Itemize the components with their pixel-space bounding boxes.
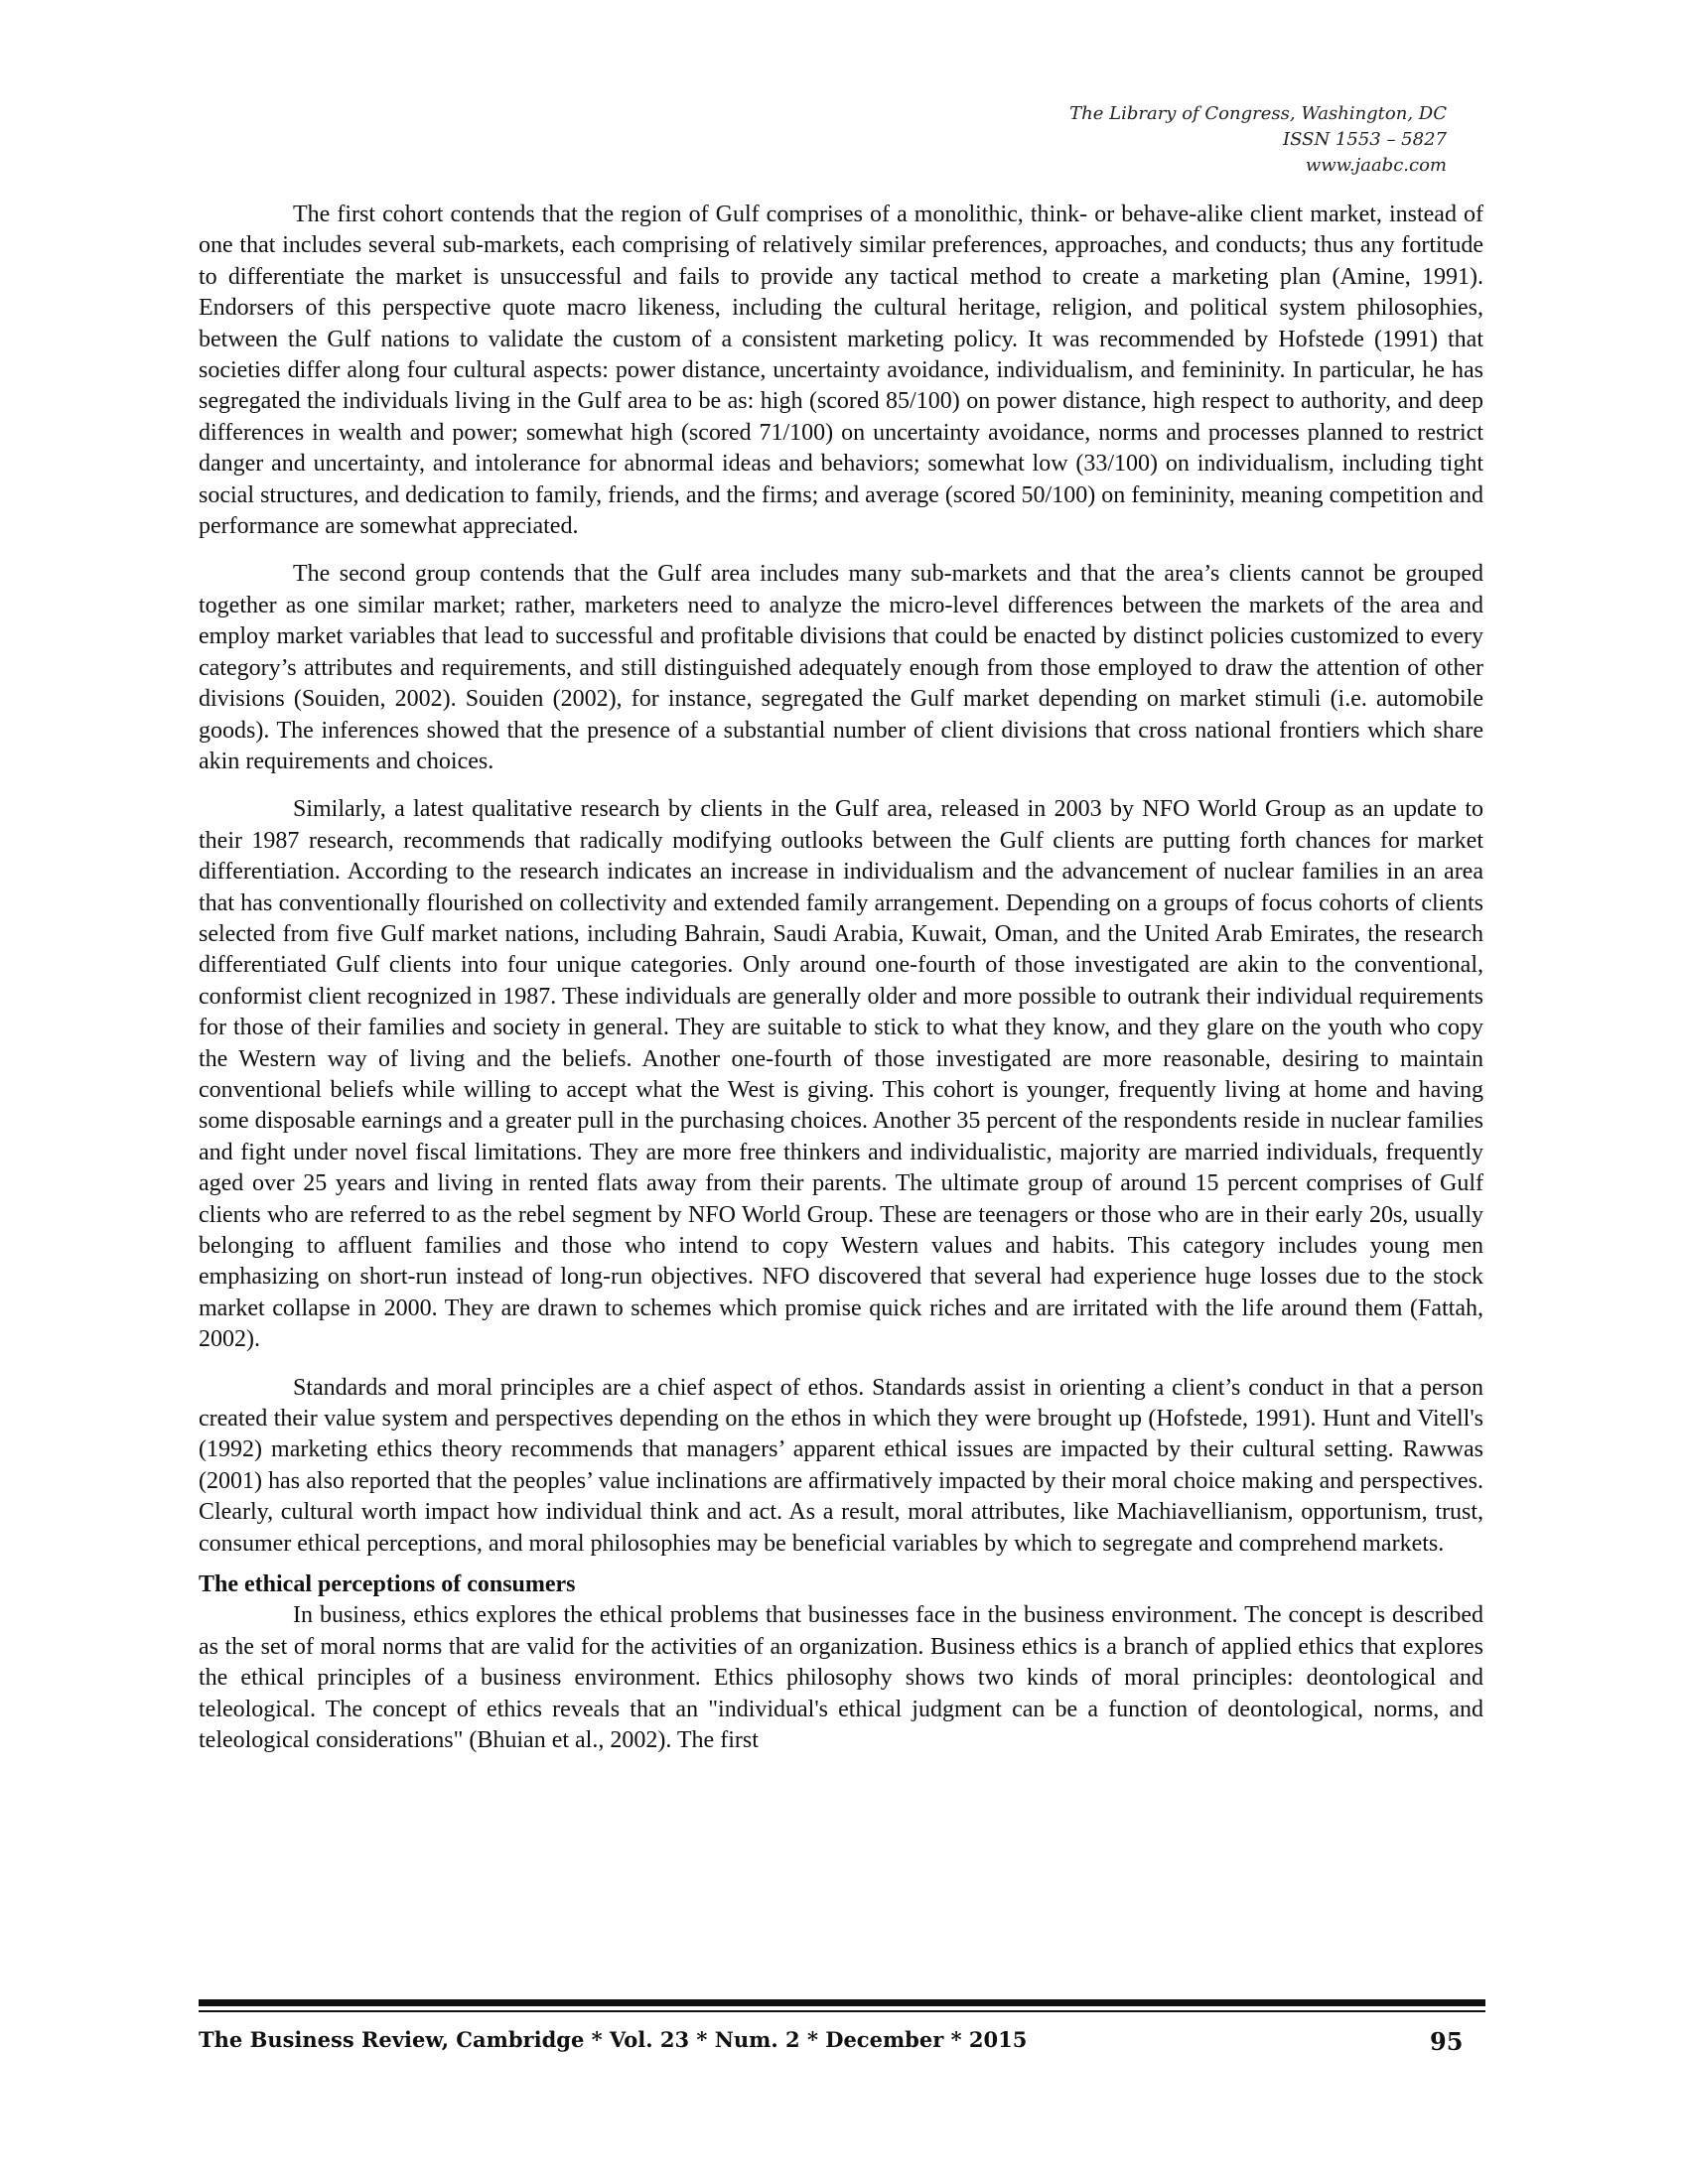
page-number: 95: [1430, 2027, 1464, 2056]
running-header: [1069, 101, 1447, 179]
section-heading: The ethical perceptions of consumers: [199, 1571, 576, 1598]
header-library: The Library of Congress, Washington, DC: [1069, 103, 1447, 124]
paragraph-2: The second group contends that the Gulf area includes many sub-markets and that the area’s clients cannot be grouped together as one similar market; rather, marketers need to analyze the micro-level differences between the markets of the area and employ market variables that lead to successful and profitable divisions that could be enacted by distinct policies customized to every category’s attributes and requirements, and still distinguished adequately enough from those employed to draw the attention of other divisions (Souiden, 2002). Souiden (2002), for instance, segregated the Gulf market depending on market stimuli (i.e. automobile goods). The inferences showed that the presence of a substantial number of client divisions that cross national frontiers which share akin requirements and choices.: [199, 561, 1483, 774]
footer-journal: The Business Review, Cambridge * Vol. 23 * Num. 2 * December * 2015: [199, 2027, 1028, 2052]
footer-rule-thin: [199, 2010, 1485, 2012]
header-website: www.jaabc.com: [1305, 155, 1447, 176]
paragraph-3: Similarly, a latest qualitative research by clients in the Gulf area, released in 2003 by NFO World Group as an update to their 1987 research, recommends that radically modifying outlooks between the Gulf clients are putting forth chances for market differentiation. According to the research indicates an increase in individualism and the advancement of nuclear families in an area that has conventionally flourished on collectivity and extended family arrangement. Depending on a groups of focus cohorts of clients selected from five Gulf market nations, including Bahrain, Saudi Arabia, Kuwait, Oman, and the United Arab Emirates, the research differentiated Gulf clients into four unique categories. Only around one-fourth of those investigated are akin to the conventional, conformist client recognized in 1987. These individuals are generally older and more possible to outrank their individual requirements for those of their families and society in general. They are suitable to stick to what they know, and they glare on the youth who copy the Western way of living and the beliefs. Another one-fourth of those investigated are more reasonable, desiring to maintain conventional beliefs while willing to accept what the West is giving. This cohort is younger, frequently living at home and having some disposable earnings and a greater pull in the purchasing choices. Another 35 percent of the respondents reside in nuclear families and fight under novel fiscal limitations. They are more free thinkers and individualistic, majority are married individuals, frequently aged over 25 years and living in rented flats away from their parents. The ultimate group of around 15 percent comprises of Gulf clients who are referred to as the rebel segment by NFO World Group. These are teenagers or those who are in their early 20s, usually belonging to affluent families and those who intend to copy Western values and habits. This category includes young men emphasizing on short-run instead of long-run objectives. NFO discovered that several had experience huge losses due to the stock market collapse in 2000. They are drawn to schemes which promise quick riches and are irritated with the life around them (Fattah, 2002).: [199, 796, 1483, 1353]
body-text: [199, 200, 1483, 1757]
header-issn: ISSN 1553 – 5827: [1283, 129, 1447, 150]
paragraph-4: Standards and moral principles are a chief aspect of ethos. Standards assist in orienting a client’s conduct in that a person created their value system and perspectives depending on the ethos in which they were brought up (Hofstede, 1991). Hunt and Vitell's (1992) marketing ethics theory recommends that managers’ apparent ethical issues are impacted by their cultural setting. Rawwas (2001) has also reported that the peoples’ value inclinations are affirmatively impacted by their moral choice making and perspectives. Clearly, cultural worth impact how individual think and act. As a result, moral attributes, like Machiavellianism, opportunism, trust, consumer ethical perceptions, and moral philosophies may be beneficial variables by which to segregate and comprehend markets.: [199, 1374, 1483, 1557]
paragraph-5: In business, ethics explores the ethical problems that businesses face in the business environment. The concept is described as the set of moral norms that are valid for the activities of an organization. Business ethics is a branch of applied ethics that explores the ethical principles of a business environment. Ethics philosophy shows two kinds of moral principles: deontological and teleological. The concept of ethics reveals that an "individual's ethical judgment can be a function of deontological, norms, and teleological considerations" (Bhuian et al., 2002). The first: [199, 1602, 1483, 1754]
footer-rule-thick: [199, 1999, 1485, 2006]
paragraph-1: The first cohort contends that the region of Gulf comprises of a monolithic, think- or behave-alike client market, instead of one that includes several sub-markets, each comprising of relatively similar preferences, approaches, and conducts; thus any fortitude to differentiate the market is unsuccessful and fails to provide any tactical method to create a marketing plan (Amine, 1991). Endorsers of this perspective quote macro likeness, including the cultural heritage, religion, and political system philosophies, between the Gulf nations to validate the custom of a consistent marketing policy. It was recommended by Hofstede (1991) that societies differ along four cultural aspects: power distance, uncertainty avoidance, individualism, and femininity. In particular, he has segregated the individuals living in the Gulf area to be as: high (scored 85/100) on power distance, high respect to authority, and deep differences in wealth and power; somewhat high (scored 71/100) on uncertainty avoidance, norms and processes planned to restrict danger and uncertainty, and intolerance for abnormal ideas and behaviors; somewhat low (33/100) on individualism, including tight social structures, and dedication to family, friends, and the firms; and average (scored 50/100) on femininity, meaning competition and performance are somewhat appreciated.: [199, 202, 1483, 540]
